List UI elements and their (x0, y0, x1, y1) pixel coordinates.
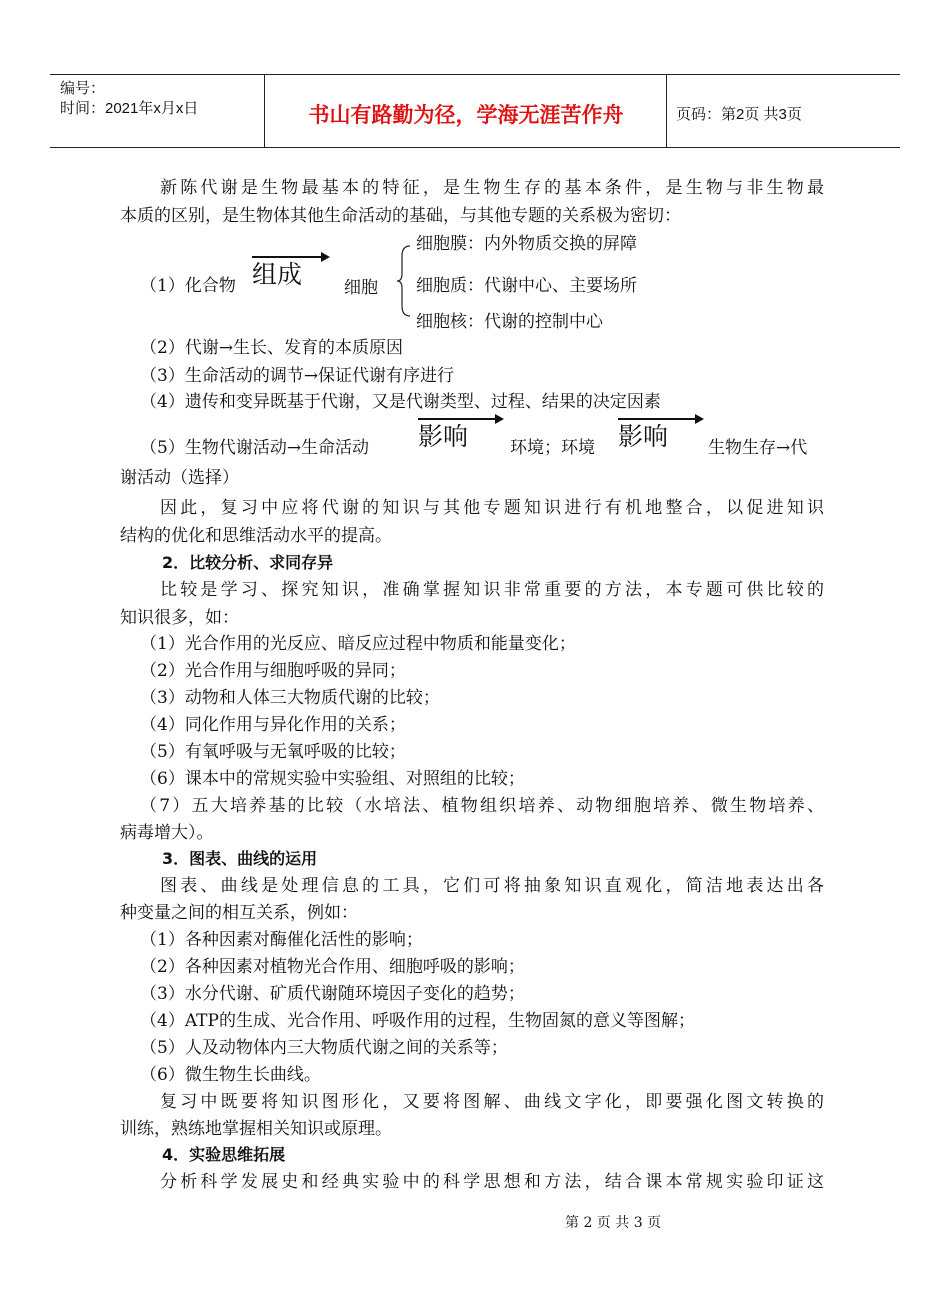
cell-part-membrane: 细胞膜：内外物质交换的屏障 (416, 234, 637, 254)
section-intro: 种变量之间的相互关系，例如： (120, 903, 358, 923)
cell-part-nucleus: 细胞核：代谢的控制中心 (416, 312, 603, 332)
arrow-word-affect: 影响 (418, 422, 469, 451)
list-item: （4）ATP的生成、光合作用、呼吸作用的过程，生物固氮的意义等图解； (140, 1011, 695, 1031)
section-outro: 训练，熟练地掌握相关知识或原理。 (120, 1119, 392, 1139)
section-heading: 2．比较分析、求同存异 (162, 553, 334, 572)
list-item: （3）生命活动的调节→保证代谢有序进行 (140, 366, 455, 386)
list-item: （2）代谢→生长、发育的本质原因 (140, 338, 404, 358)
list-item: （7）五大培养基的比较（水培法、植物组织培养、动物细胞培养、微生物培养、 (140, 796, 824, 816)
conclusion-line: 结构的优化和思维活动水平的提高。 (120, 526, 392, 546)
section-body: 分析科学发展史和经典实验中的科学思想和方法，结合课本常规实验印证这 (160, 1172, 824, 1192)
header-divider (264, 75, 265, 147)
item5-mid: 环境；环境 (510, 438, 595, 458)
list-item: （2）光合作用与细胞呼吸的异同； (140, 661, 406, 681)
list-item: （4）同化作用与异化作用的关系； (140, 715, 406, 735)
list-item: （5）有氧呼吸与无氧呼吸的比较； (140, 742, 406, 762)
cell-part-cytoplasm: 细胞质：代谢中心、主要场所 (416, 276, 637, 296)
header-page-label: 页码：第2页 共3页 (676, 106, 802, 123)
arrow-icon (618, 418, 702, 420)
section-heading: 4．实验思维拓展 (162, 1145, 286, 1164)
header-divider (666, 75, 667, 147)
section-heading: 3．图表、曲线的运用 (162, 849, 318, 868)
arrow-word-affect: 影响 (618, 422, 669, 451)
arrow-icon (252, 256, 328, 258)
item5-line2: 谢活动（选择） (120, 468, 239, 488)
arrow-icon (418, 418, 502, 420)
list-item: （2）各种因素对植物光合作用、细胞呼吸的影响； (140, 957, 525, 977)
arrow-word-compose: 组成 (252, 260, 303, 289)
number-label: 编号： (60, 80, 106, 97)
header-motto: 书山有路勤为径，学海无涯苦作舟 (308, 103, 624, 127)
cell-label: 细胞 (344, 278, 378, 298)
list-item: （1）光合作用的光反应、暗反应过程中物质和能量变化； (140, 634, 576, 654)
list-item: （6）微生物生长曲线。 (140, 1065, 321, 1085)
intro-line: 本质的区别，是生物体其他生命活动的基础，与其他专题的关系极为密切： (120, 206, 681, 226)
time-label: 时间：2021年x月x日 (60, 100, 199, 117)
page-footer: 第 2 页 共 3 页 (565, 1215, 662, 1231)
list-item: （4）遗传和变异既基于代谢，又是代谢类型、过程、结果的决定因素 (140, 392, 661, 412)
list-item: （1）各种因素对酶催化活性的影响； (140, 930, 423, 950)
item5-prefix: （5）生物代谢活动→生命活动 (140, 438, 370, 458)
section-intro: 图表、曲线是处理信息的工具，它们可将抽象知识直观化，简洁地表达出各 (160, 876, 824, 896)
header-meta (60, 79, 198, 119)
list-item: （6）课本中的常规实验中实验组、对照组的比较； (140, 769, 525, 789)
section-intro: 知识很多，如： (120, 608, 239, 628)
intro-line: 新陈代谢是生物最基本的特征，是生物生存的基本条件，是生物与非生物最 (160, 178, 824, 198)
list-item-cont: 病毒增大）。 (120, 823, 214, 843)
list-item: （5）人及动物体内三大物质代谢之间的关系等； (140, 1038, 508, 1058)
list-item: （3）水分代谢、矿质代谢随环境因子变化的趋势； (140, 984, 525, 1004)
page-header (50, 74, 900, 148)
item5-suffix: 生物生存→代 (708, 438, 808, 458)
item1-prefix: （1）化合物 (140, 276, 236, 296)
conclusion-line: 因此，复习中应将代谢的知识与其他专题知识进行有机地整合，以促进知识 (160, 498, 824, 518)
section-outro: 复习中既要将知识图形化，又要将图解、曲线文字化，即要强化图文转换的 (160, 1092, 824, 1112)
list-item: （3）动物和人体三大物质代谢的比较； (140, 688, 440, 708)
section-intro: 比较是学习、探究知识，准确掌握知识非常重要的方法，本专题可供比较的 (160, 580, 824, 600)
brace-icon (396, 244, 412, 318)
